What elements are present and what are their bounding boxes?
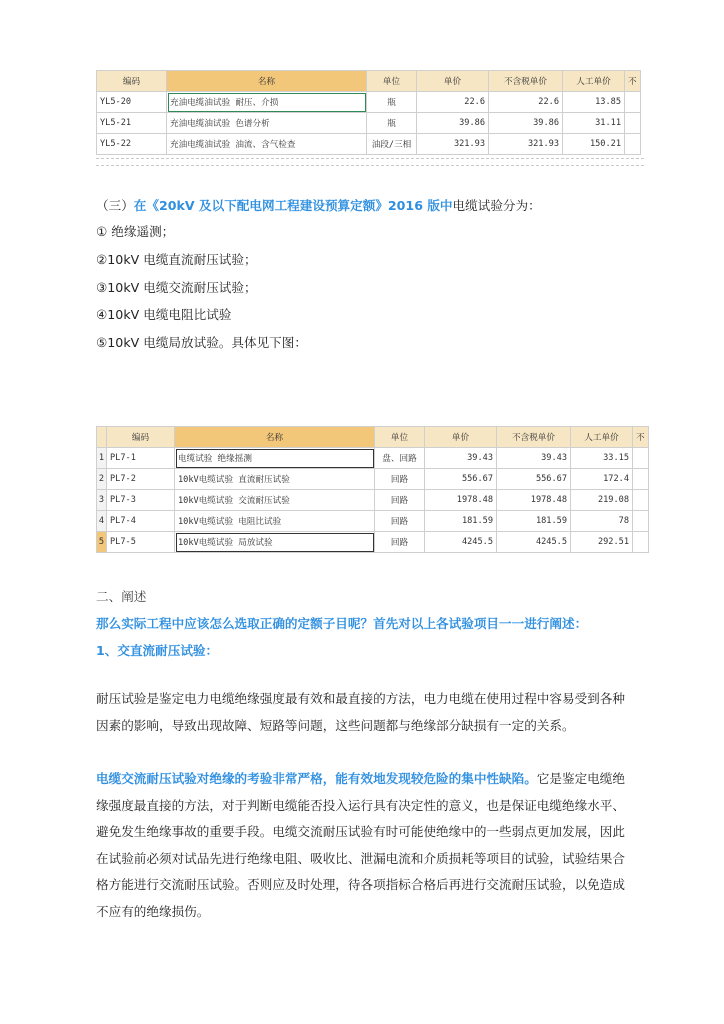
cell-price-ex-tax[interactable]: 321.93: [489, 134, 563, 155]
table-row[interactable]: [97, 448, 649, 469]
table-row[interactable]: [97, 134, 641, 155]
section-three-heading: [96, 198, 541, 214]
cell-truncated[interactable]: [625, 113, 641, 134]
column-header-price[interactable]: 单价: [417, 71, 489, 92]
column-header-price-ex-tax[interactable]: 不含税单价: [497, 427, 571, 448]
column-header-code[interactable]: 编码: [97, 71, 167, 92]
column-header-unit[interactable]: 单位: [375, 427, 425, 448]
subheading-ac-dc-test: 1、交直流耐压试验：: [96, 643, 219, 658]
column-header-unit[interactable]: 单位: [367, 71, 417, 92]
section-suffix: 电缆试验分为：: [452, 198, 541, 213]
cell-unit[interactable]: 瓶: [367, 92, 417, 113]
cell-labor[interactable]: 150.21: [563, 134, 625, 155]
list-item: ②10kV 电缆直流耐压试验；: [96, 252, 257, 267]
cell-unit[interactable]: 回路: [375, 532, 425, 553]
cell-code[interactable]: YL5-20: [97, 92, 167, 113]
cell-code[interactable]: PL7-2: [107, 469, 175, 490]
cell-price-ex-tax[interactable]: 1978.48: [497, 490, 571, 511]
row-number[interactable]: 3: [97, 490, 107, 511]
page-break-dashes: [96, 158, 644, 159]
cell-unit[interactable]: 回路: [375, 490, 425, 511]
paragraph-withstand-test: 耐压试验是鉴定电力电缆绝缘强度最有效和最直接的方法，电力电缆在使用过程中容易受到各种因素的影响，导致出现故障、短路等问题，这些问题都与绝缘部分缺损有一定的关系。: [96, 691, 625, 733]
cell-code[interactable]: PL7-1: [107, 448, 175, 469]
column-header-truncated[interactable]: 不: [633, 427, 649, 448]
row-number[interactable]: 1: [97, 448, 107, 469]
cell-name[interactable]: 10kV电缆试验 交流耐压试验: [175, 490, 375, 511]
cell-name[interactable]: 10kV电缆试验 局放试验: [175, 532, 375, 553]
cell-truncated[interactable]: [633, 448, 649, 469]
column-header-name[interactable]: 名称: [167, 71, 367, 92]
table-row[interactable]: [97, 469, 649, 490]
list-item: ⑤10kV 电缆局放试验。具体见下图：: [96, 335, 307, 350]
cell-unit[interactable]: 回路: [375, 511, 425, 532]
list-item: ④10kV 电缆电阻比试验: [96, 307, 232, 322]
row-number[interactable]: 2: [97, 469, 107, 490]
table-row[interactable]: [97, 113, 641, 134]
cell-truncated[interactable]: [633, 511, 649, 532]
page-break-dashes: [96, 165, 644, 166]
cell-labor[interactable]: 31.11: [563, 113, 625, 134]
cell-name[interactable]: 充油电缆油试验 油流、含气检查: [167, 134, 367, 155]
list-item: ① 绝缘遥测；: [96, 224, 175, 239]
table-row[interactable]: [97, 532, 649, 553]
cell-name[interactable]: 充油电缆油试验 耐压、介损: [167, 92, 367, 113]
cell-truncated[interactable]: [633, 490, 649, 511]
cell-price-ex-tax[interactable]: 4245.5: [497, 532, 571, 553]
cell-unit[interactable]: 盘、回路: [375, 448, 425, 469]
section-prefix: （三）: [96, 198, 134, 213]
cell-price[interactable]: 22.6: [417, 92, 489, 113]
cell-unit[interactable]: 回路: [375, 469, 425, 490]
column-header-name[interactable]: 名称: [175, 427, 375, 448]
cell-truncated[interactable]: [633, 532, 649, 553]
cell-unit[interactable]: 瓶: [367, 113, 417, 134]
column-header-price-ex-tax[interactable]: 不含税单价: [489, 71, 563, 92]
cell-labor[interactable]: 172.4: [571, 469, 633, 490]
cell-price[interactable]: 1978.48: [425, 490, 497, 511]
cell-truncated[interactable]: [625, 92, 641, 113]
table-header-row: [97, 71, 641, 92]
list-item: ③10kV 电缆交流耐压试验；: [96, 280, 257, 295]
cell-price-ex-tax[interactable]: 22.6: [489, 92, 563, 113]
section-highlight: 在《20kV 及以下配电网工程建设预算定额》2016 版中: [133, 198, 453, 213]
cell-code[interactable]: PL7-5: [107, 532, 175, 553]
pricing-table-1: [96, 70, 641, 155]
cell-truncated[interactable]: [625, 134, 641, 155]
cell-price[interactable]: 321.93: [417, 134, 489, 155]
paragraph-ac-test-body: 它是鉴定电缆绝缘强度最直接的方法，对于判断电缆能否投入运行具有决定性的意义，也是保证电缆绝缘水平、避免发生绝缘事故的重要手段。电缆交流耐压试验有时可能使绝缘中的一些弱点更加发展，因此在试验前必须对试品先进行绝缘电阻、吸收比、泄漏电流和介质损耗等项目的试验，试验结果合格方能进行交流耐压试验。否则应及时处理，待各项指标合格后再进行交流耐压试验，以免造成不应有的绝缘损伤。: [96, 771, 625, 919]
column-header-truncated[interactable]: 不: [625, 71, 641, 92]
column-header-code[interactable]: 编码: [107, 427, 175, 448]
spreadsheet-table-2: [96, 426, 649, 553]
cell-price[interactable]: 4245.5: [425, 532, 497, 553]
cell-code[interactable]: YL5-22: [97, 134, 167, 155]
row-number[interactable]: 4: [97, 511, 107, 532]
cell-labor[interactable]: 13.85: [563, 92, 625, 113]
cell-price-ex-tax[interactable]: 39.86: [489, 113, 563, 134]
cell-labor[interactable]: 78: [571, 511, 633, 532]
cell-name[interactable]: 充油电缆油试验 色谱分析: [167, 113, 367, 134]
row-header-corner[interactable]: [97, 427, 107, 448]
cell-price[interactable]: 556.67: [425, 469, 497, 490]
cell-unit[interactable]: 油段/三相: [367, 134, 417, 155]
section-two-title: 二、阐述: [96, 589, 147, 604]
cell-price-ex-tax[interactable]: 556.67: [497, 469, 571, 490]
cell-price[interactable]: 39.43: [425, 448, 497, 469]
table-row[interactable]: [97, 511, 649, 532]
cell-price-ex-tax[interactable]: 181.59: [497, 511, 571, 532]
cell-name[interactable]: 10kV电缆试验 直流耐压试验: [175, 469, 375, 490]
cell-price[interactable]: 181.59: [425, 511, 497, 532]
paragraph-ac-test-highlight: 电缆交流耐压试验对绝缘的考验非常严格，能有效地发现较危险的集中性缺陷。: [96, 771, 537, 786]
cell-labor[interactable]: 219.08: [571, 490, 633, 511]
cell-name[interactable]: 电缆试验 绝缘摇测: [175, 448, 375, 469]
cell-code[interactable]: YL5-21: [97, 113, 167, 134]
table-row[interactable]: [97, 490, 649, 511]
question-heading: 那么实际工程中应该怎么选取正确的定额子目呢？首先对以上各试验项目一一进行阐述：: [96, 616, 588, 631]
cell-code[interactable]: PL7-3: [107, 490, 175, 511]
cell-name[interactable]: 10kV电缆试验 电阻比试验: [175, 511, 375, 532]
cell-price-ex-tax[interactable]: 39.43: [497, 448, 571, 469]
column-header-labor[interactable]: 人工单价: [563, 71, 625, 92]
cell-price[interactable]: 39.86: [417, 113, 489, 134]
table-header-row: [97, 427, 649, 448]
cell-labor[interactable]: 292.51: [571, 532, 633, 553]
cell-code[interactable]: PL7-4: [107, 511, 175, 532]
pricing-table-2: [96, 426, 649, 553]
column-header-labor[interactable]: 人工单价: [571, 427, 633, 448]
cell-labor[interactable]: 33.15: [571, 448, 633, 469]
cell-truncated[interactable]: [633, 469, 649, 490]
column-header-price[interactable]: 单价: [425, 427, 497, 448]
table-row[interactable]: [97, 92, 641, 113]
paragraph-ac-test: [96, 766, 636, 925]
row-number[interactable]: 5: [97, 532, 107, 553]
spreadsheet-table-1: [96, 70, 641, 155]
